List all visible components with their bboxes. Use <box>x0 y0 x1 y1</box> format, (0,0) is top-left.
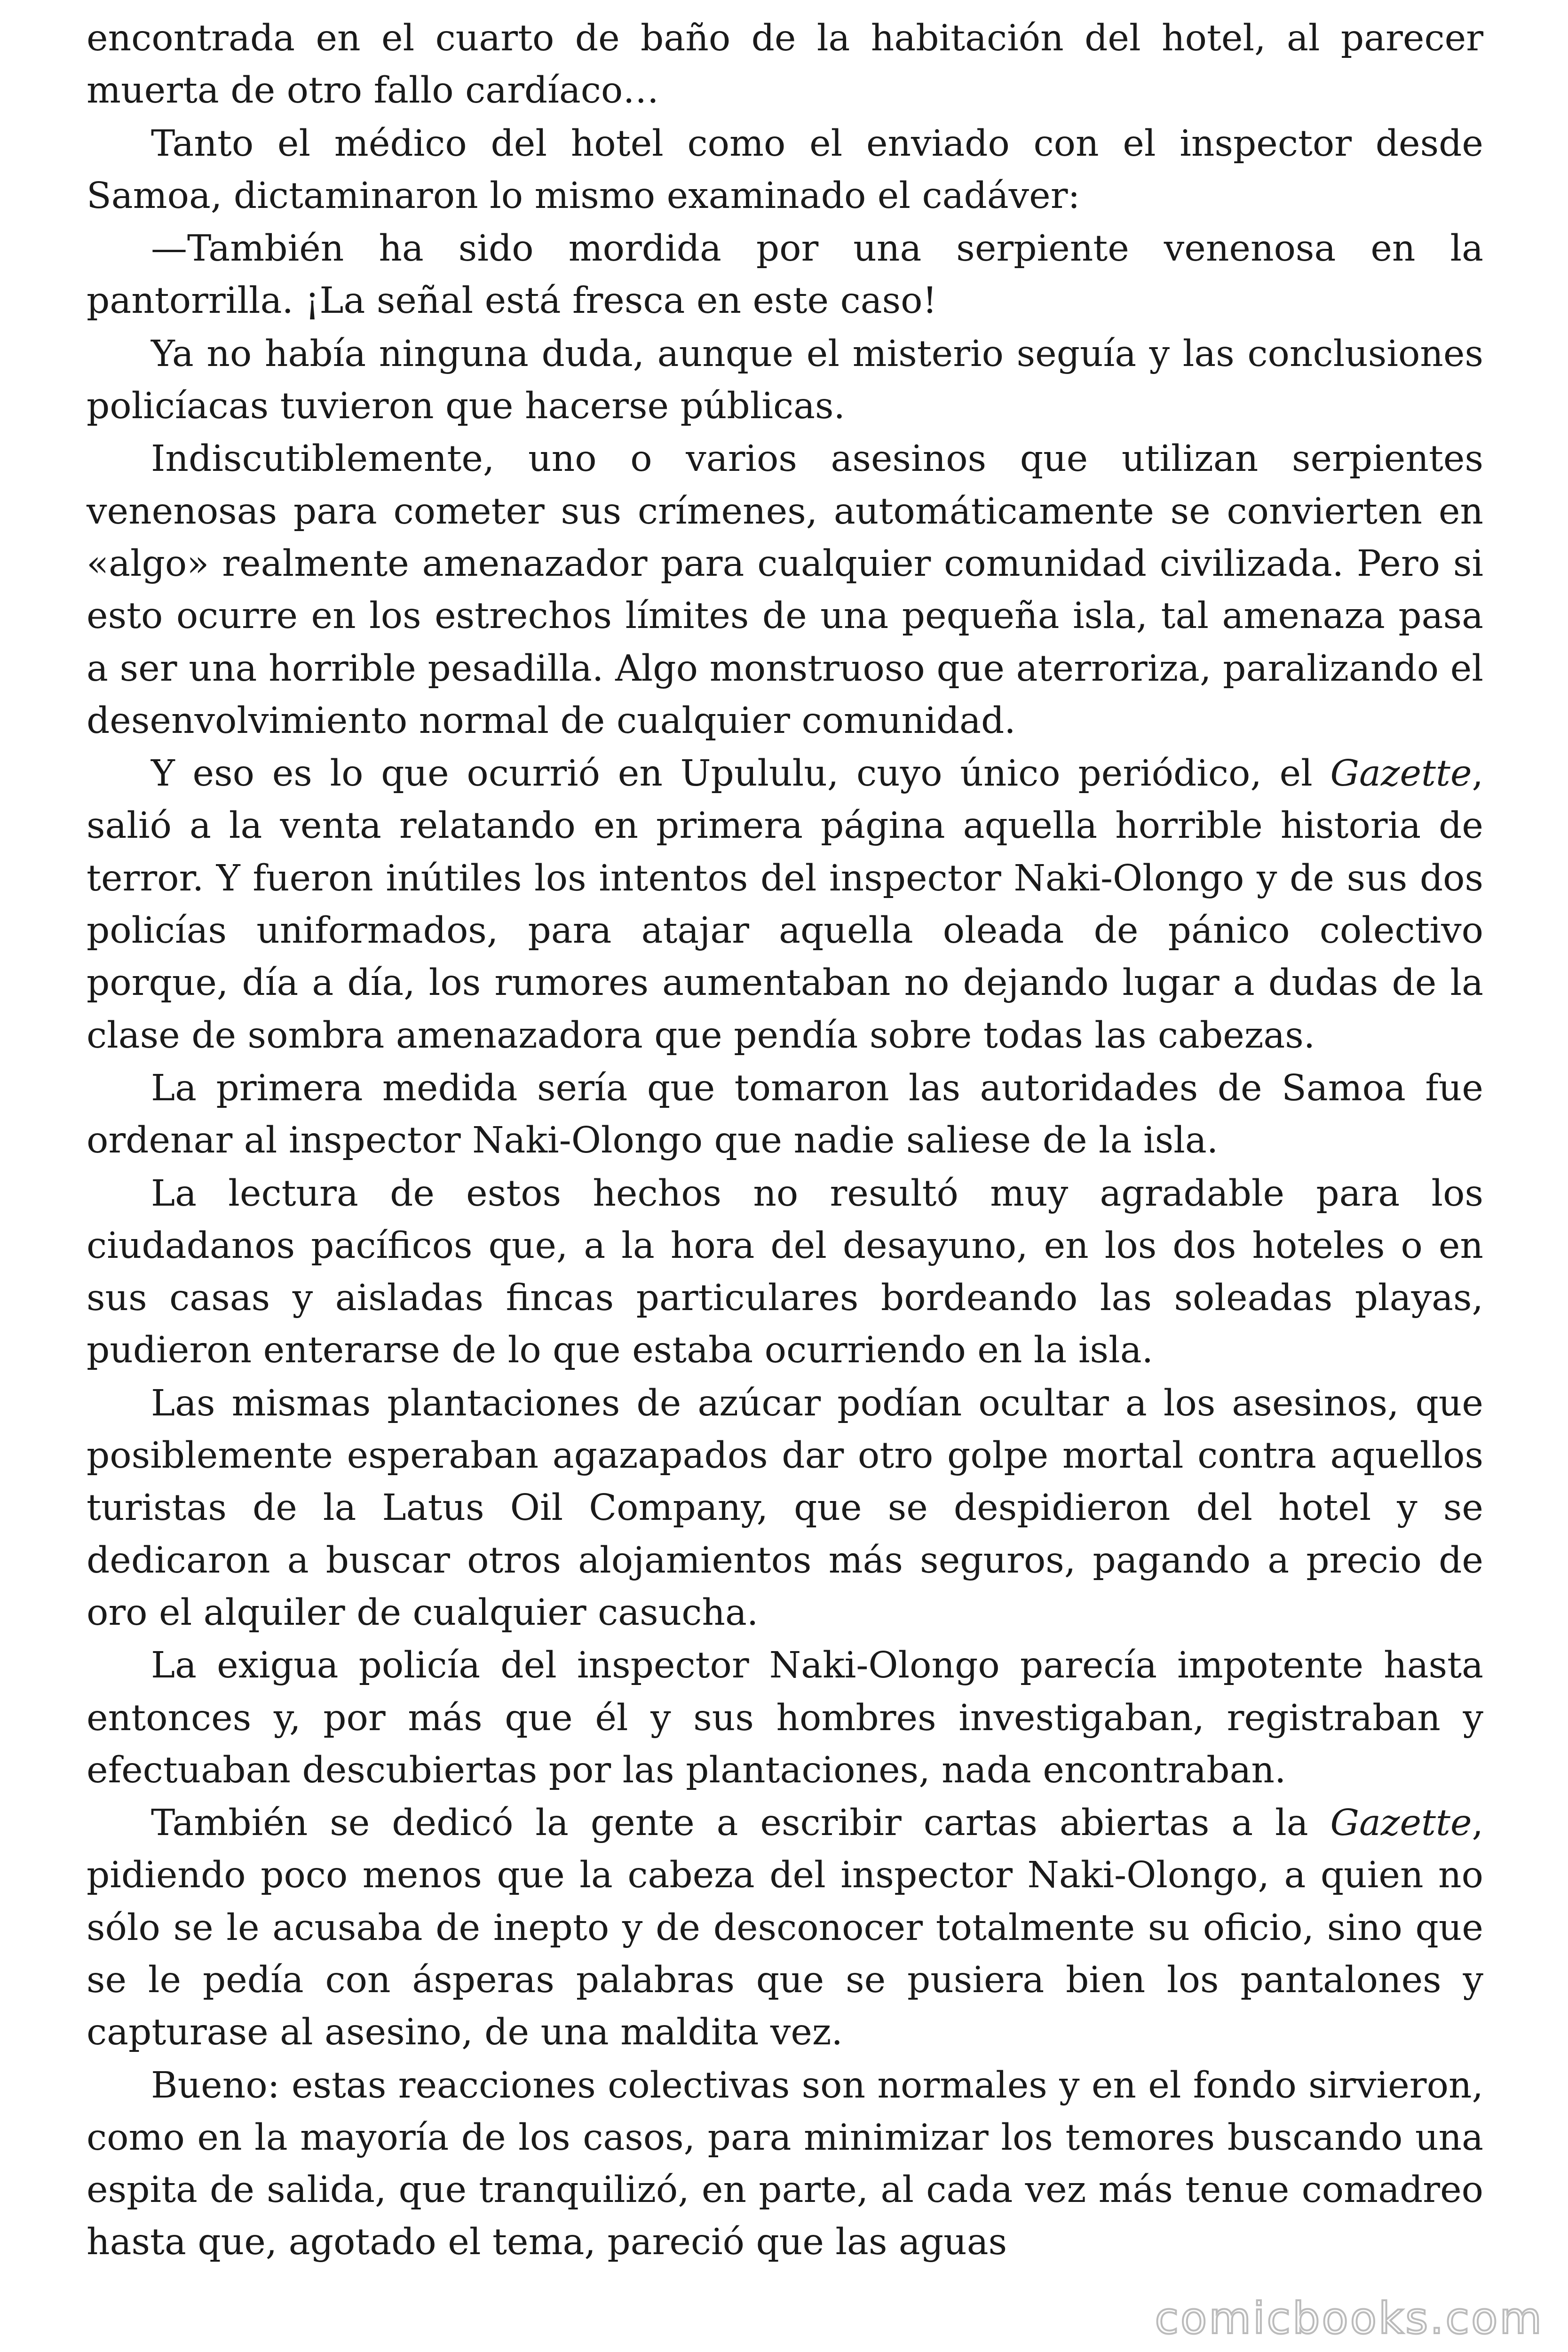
paragraph <box>87 1797 1483 2058</box>
text-run: Y eso es lo que ocurrió en Upululu, cuyo único periódico, el <box>151 753 1330 795</box>
paragraph <box>87 328 1483 433</box>
text-run: Indiscutiblemente, uno o varios asesinos que utilizan serpientes venenosas para cometer sus crímenes, automáticamente se convierten en «algo» realmente amenazador para cualquier comunidad civilizada. Pero si esto ocurre en los estrechos límites de una pequeña isla, tal amenaza pasa a ser una horrible pesadilla. Algo monstruoso que aterroriza, paralizando el desenvolvimiento normal de cualquier comunidad. <box>87 438 1483 742</box>
body-text <box>87 12 1483 2269</box>
text-run: Ya no había ninguna duda, aunque el misterio seguía y las conclusiones policíacas tuvieron que hacerse públicas. <box>87 333 1483 428</box>
text-run: La lectura de estos hechos no resultó muy agradable para los ciudadanos pacíficos que, a la hora del desayuno, en los dos hoteles o en sus casas y aisladas fincas particulares bordeando las soleadas playas, pudieron enterarse de lo que estaba ocurriendo en la isla. <box>87 1172 1483 1372</box>
italic-title: Gazette <box>1330 1802 1472 1844</box>
text-run: encontrada en el cuarto de baño de la habitación del hotel, al parecer muerta de otro fallo cardíaco… <box>87 17 1483 112</box>
paragraph <box>87 1062 1483 1167</box>
watermark-logo: comicbooks.com <box>1155 2293 1544 2344</box>
paragraph <box>87 433 1483 747</box>
paragraph <box>87 1168 1483 1377</box>
text-run: Bueno: estas reacciones colectivas son normales y en el fondo sirvieron, como en la mayoría de los casos, para minimizar los temores buscando una espita de salida, que tranquilizó, en parte, al cada vez más tenue comadreo hasta que, agotado el tema, pareció que las aguas <box>87 2064 1483 2264</box>
paragraph <box>87 2059 1483 2269</box>
paragraph <box>87 118 1483 222</box>
text-run: La primera medida sería que tomaron las autoridades de Samoa fue ordenar al inspector Naki-Olongo que nadie saliese de la isla. <box>87 1067 1483 1162</box>
paragraph <box>87 747 1483 1062</box>
text-run: , pidiendo poco menos que la cabeza del inspector Naki-Olongo, a quien no sólo se le acusaba de inepto y de desconocer totalmente su oficio, sino que se le pedía con ásperas palabras que se pusiera bien los pantalones y capturase al asesino, de una maldita vez. <box>87 1802 1483 2054</box>
paragraph <box>87 222 1483 327</box>
paragraph <box>87 1639 1483 1796</box>
text-run: Las mismas plantaciones de azúcar podían ocultar a los asesinos, que posiblemente esperaban agazapados dar otro golpe mortal contra aquellos turistas de la Latus Oil Company, que se despidieron del hotel y se dedicaron a buscar otros alojamientos más seguros, pagando a precio de oro el alquiler de cualquier casucha. <box>87 1382 1483 1634</box>
text-run: —También ha sido mordida por una serpiente venenosa en la pantorrilla. ¡La señal está fresca en este caso! <box>87 228 1483 322</box>
italic-title: Gazette <box>1330 753 1472 795</box>
paragraph <box>87 12 1483 117</box>
text-run: Tanto el médico del hotel como el enviado con el inspector desde Samoa, dictaminaron lo mismo examinado el cadáver: <box>87 122 1483 217</box>
text-run: También se dedicó la gente a escribir cartas abiertas a la <box>151 1802 1330 1844</box>
paragraph <box>87 1377 1483 1639</box>
text-run: , salió a la venta relatando en primera página aquella horrible historia de terror. Y fueron inútiles los intentos del inspector Naki-Olongo y de sus dos policías uniformados, para atajar aquella oleada de pánico colectivo porque, día a día, los rumores aumentaban no dejando lugar a dudas de la clase de sombra amenazadora que pendía sobre todas las cabezas. <box>87 753 1483 1057</box>
text-run: La exigua policía del inspector Naki-Olongo parecía impotente hasta entonces y, por más que él y sus hombres investigaban, registraban y efectuaban descubiertas por las plantaciones, nada encontraban. <box>87 1645 1483 1791</box>
